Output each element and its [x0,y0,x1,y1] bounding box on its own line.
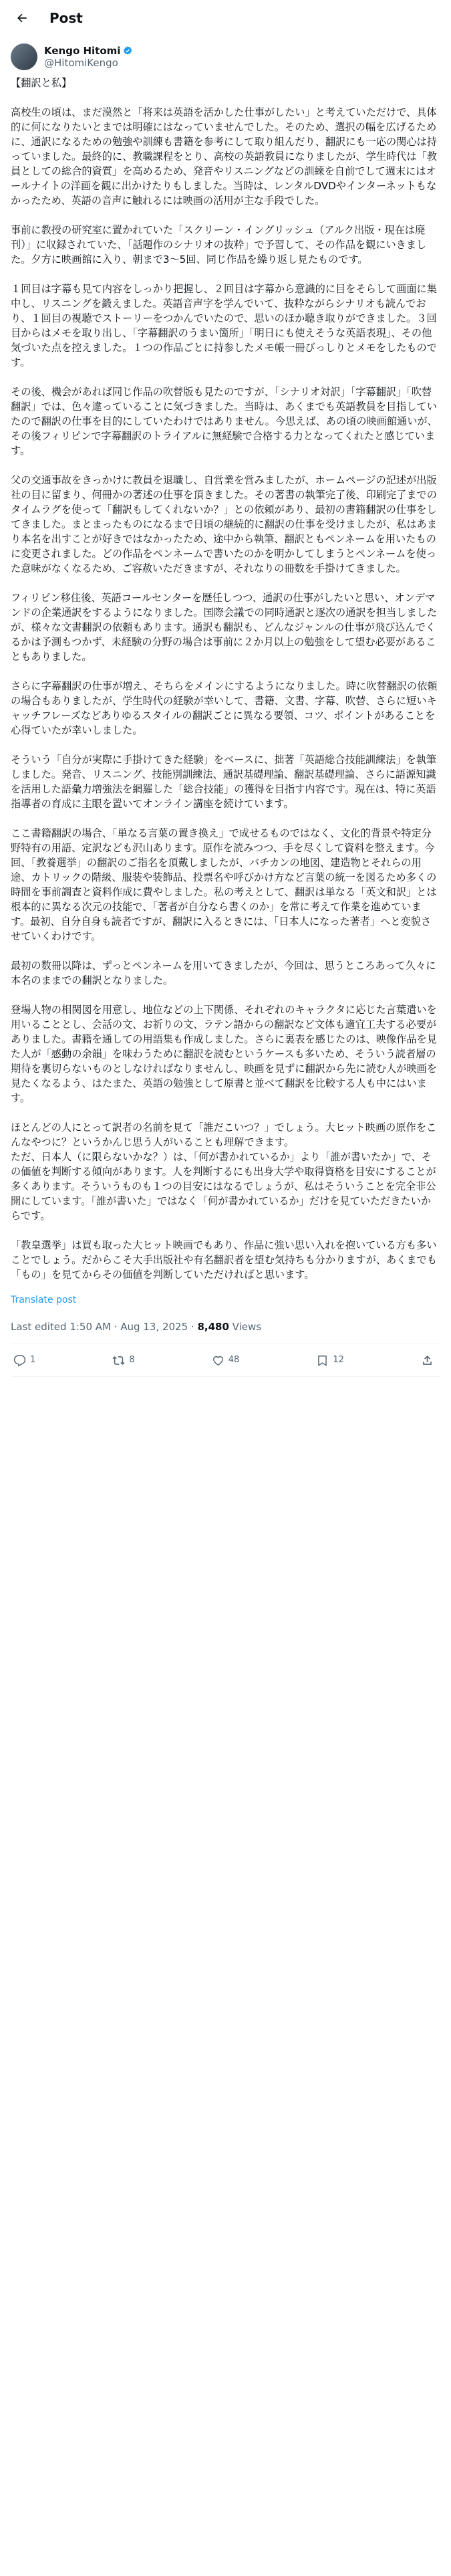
post-paragraph: 登場人物の相関図を用意し、地位などの上下関係、それぞれのキャラクタに応じた言葉遣いを用いることとし、会話の文、お祈りの文、ラテン語からの翻訳など文体も適宜工夫する必要がありました。書籍を通しての用語集も作成しました。さらに裏表を感じたのは、映像作品を見た人が「感動の余韻」を味わうために翻訳を読むというケースも多いため、そういう読者層の期待を裏切らないものとしなければなりませんし、映画を見ずに翻訳から先に読む人が映画を見たくなるよう、はたまた、英語の勉強として原書と並べて翻訳を比較する人も中にはいます。 [11,1004,437,1104]
timestamp[interactable]: Last edited 1:50 AM · Aug 13, 2025 · [11,1321,198,1333]
verified-badge-icon [122,45,133,56]
post-paragraph: １回目は字幕も見て内容をしっかり把握し、２回目は字幕から意識的に目をそらして画面に集中し、リスニングを鍛えました。英語音声字を学んでいて、抜粋ながらシナリオも読んでおり、１回目の視聴でストーリーをつかんでいたので、思いのほか聴き取りができました。３回目からはメモを取り出し、「字幕翻訳のうまい箇所」「明日にも使えそうな英語表現」、その他気づいた点を控えました。１つの作品ごとに持参したメモ帳一冊びっしりとメモをしたものです。 [11,283,437,368]
reply-button[interactable] [13,1353,35,1368]
translate-post-link[interactable]: Translate post [11,1295,77,1305]
avatar[interactable] [11,43,37,70]
page-title: Post [49,9,83,26]
post-meta [11,1319,440,1344]
share-button[interactable] [421,1354,438,1367]
bookmark-icon [316,1354,329,1367]
back-button[interactable] [11,7,33,29]
post-paragraph: 父の交通事故をきっかけに教員を退職し、自営業を営みましたが、ホームページの記述が出版社の目に留まり、何冊かの著述の仕事を頂きました。その著書の執筆完了後、印刷完了までのタイムラグを使って「翻訳もしてくれないか？」との依頼があり、最初の書籍翻訳の仕事をしてきました。まとまったものになるまで日頃の継続的に翻訳の仕事を受けましたが、私はあまり本名を出すことが好きではなかったため、途中から執筆、翻訳ともペンネームを用いたものに変更されました。どの作品をペンネームで書いたのかを明かしてしまうとペンネームを使った意味がなくなるため、ご容赦いただきますが、それなりの冊数を手掛けてきました。 [11,474,437,574]
like-button[interactable] [212,1353,240,1368]
views-label: Views [229,1321,262,1333]
repost-button[interactable] [112,1353,134,1368]
reply-icon [13,1354,26,1367]
author-row [0,35,451,70]
post-paragraph: ほとんどの人にとって訳者の名前を見て「誰だこいつ？」でしょう。大ヒット映画の原作をこんなやつに？というかんじ思う人がいることも理解できます。 ただ、日本人（に限らないかな？）は、「何が書かれているか」より「誰が書いたか」で、その価値を判断する傾向があります。人を判断するにも出身大学や取得資格を目安にすることが多くあります。そういうものも１つの目安にはなるでしょうが、私はそういうことを完全非公開にしています。「誰が書いた」ではなく「何が書かれているか」だけを見ていただきたいからです。 [11,1121,437,1222]
action-bar [11,1344,440,1377]
post-body [0,70,451,1377]
top-bar [0,0,451,35]
post-paragraph: その後、機会があれば同じ作品の吹替版も見たのですが、「シナリオ対訳」「字幕翻訳」「吹替翻訳」では、色々違っていることに気づきました。当時は、あくまでも英語教員を目指していたので翻訳の仕事を目的にしていたわけではありません。今思えば、あの頃の映画館通いが、その後フィリピンで字幕翻訳のトライアルに無経験で合格する力となってくれたと感じています。 [11,386,438,457]
repost-icon [112,1354,125,1367]
author-name-row[interactable] [44,45,133,57]
author-name[interactable]: Kengo Hitomi [44,45,121,57]
like-count: 48 [228,1355,240,1365]
repost-count: 8 [129,1355,135,1365]
reply-count: 1 [30,1355,36,1365]
bookmark-count: 12 [333,1355,344,1365]
author-handle[interactable]: @HitomiKengo [44,57,118,69]
views-count: 8,480 [197,1321,229,1333]
post-paragraph: ここ書籍翻訳の場合、「単なる言葉の置き換え」で成せるものではなく、文化的背景や特定分野特有の用語、定訳なども沢山あります。原作を読みつつ、手を尽くして資料を整えます。今回、「教養選挙」の翻訳のご指名を頂戴しましたが、バチカンの地図、建造物とそれらの用途、カトリックの階級、服装や装飾品、投票名や呼びかけ方など言葉の統一を図るため多くの時間を事前調査と資料作成に費やしました。私の考えとして、翻訳は単なる「英文和訳」とは根本的に異なる次元の技能で、「著者が自分なら書くのか」を常に考えて作業を進めています。最初、自分自身も読者ですが、翻訳に入るときには、「日本人になった著者」へと変貌させていくわけです。 [11,827,437,942]
post-heading: 【翻訳と私】 [11,77,72,89]
post-paragraph: フィリピン移住後、英語コールセンターを歴任しつつ、通訳の仕事がしたいと思い、オンデマンドの企業通訳をするようになりました。国際会議での同時通訳と逐次の通訳を担当しましたが、様々な文書翻訳の依頼もあります。通訳も翻訳も、どんなジャンルの仕事が飛び込んでくるかは予測もつかず、未経験の分野の場合は事前に２か月以上の勉強をして望む必要があることもありました。 [11,592,437,663]
post-paragraph: さらに字幕翻訳の仕事が増え、そちらをメインにするようになりました。時に吹替翻訳の依頼の場合もありましたが、学生時代の経験が幸いして、書籍、文書、字幕、吹替、さらに短いキャッチフレーズなどありゆるスタイルの翻訳ごとに異なる要領、コツ、ポイントがあることを心得ていたが幸いしました。 [11,680,438,736]
post-paragraph: そういう「自分が実際に手掛けてきた経験」をベースに、拙著「英語総合技能訓練法」を執筆しました。発音、リスニング、技能別訓練法、通訳基礎理論、翻訳基礎理論、さらに語源知識を活用した語彙力増強法を網羅した「総合技能」の獲得を目指す内容です。現在は、特に英語指導者の育成に主眼を置いてオンライン講座を続けています。 [11,754,437,810]
author-info [44,45,133,69]
heart-icon [212,1354,224,1367]
post-paragraph: 最初の数冊以降は、ずっとペンネームを用いてきましたが、今回は、思うところあって久々に本名のままでの翻訳となりました。 [11,960,436,986]
post-paragraph: 事前に教授の研究室に置かれていた「スクリーン・イングリッシュ（アルク出版・現在は廃刊）」に収録されていた、「話題作のシナリオの抜粋」で予習して、その作品を観にいきました。夕方に映画館に入り、朝まで3〜5回、同じ作品を繰り返し見たものです。 [11,224,427,265]
post-paragraph: 「教皇選挙」は買も取った大ヒット映画でもあり、作品に強い思い入れを抱いている方も多いことでしょう。だからこそ大手出版社や有名翻訳者を望む気持ちも分かりますが、あくまでも「もの」を見てからその価値を判断していただければと思います。 [11,1239,437,1281]
share-icon [421,1354,434,1367]
bookmark-button[interactable] [316,1353,344,1368]
post-paragraph: 高校生の頃は、まだ漠然と「将来は英語を活かした仕事がしたい」と考えていただけで、具体的に何になりたいとまでは明確にはなっていませんでした。そのため、選択の幅を広げるために、通訳になるための勉強や訓練も書籍を参考にして取り組んだり、翻訳にも一応の関心は持っていました。最終的に、教職課程をとり、高校の英語教員になりましたが、学生時代は「教員としての総合的資質」を高めるため、発音やリスニングなどの訓練を自前でして週末にはオールナイトの洋画を観に出かけたりもしました。当時は、レンタルDVDやインターネットもなかったため、英語の音声に触れるには映画の活用が主な手段でした。 [11,106,437,207]
arrow-left-icon [15,11,29,25]
